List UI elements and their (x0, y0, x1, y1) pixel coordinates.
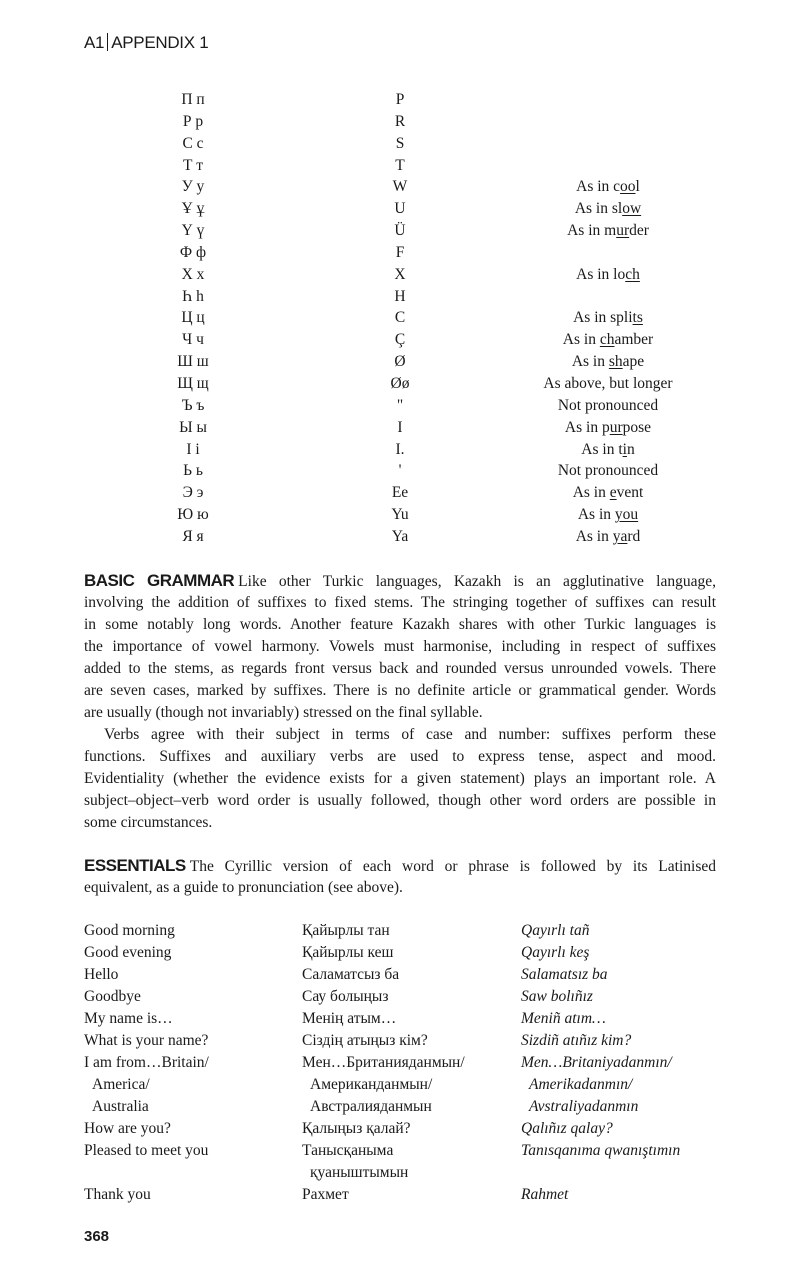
pronunciation (508, 482, 708, 504)
alphabet-row (84, 220, 716, 242)
latin-letter: T (395, 156, 405, 174)
text-line (84, 636, 716, 658)
text-line (84, 746, 716, 768)
phrase-line: Сіздің атыңыз кім? (302, 1032, 428, 1049)
cyrillic-phrase (302, 1184, 517, 1206)
pronunciation (508, 373, 708, 395)
pron-sound: ur (609, 418, 623, 436)
phrase-line: Salamatsız ba (521, 966, 608, 983)
pronunciation (508, 264, 708, 286)
phrase-row (84, 986, 724, 1008)
line-text: added to the stems, as regards front versus back and rounded versus unrounded vowels. There (84, 660, 716, 677)
latin-letter: S (395, 134, 405, 152)
phrase-line: Qayırlı tañ (521, 922, 590, 939)
cyrillic-letter: Ұ ұ (181, 200, 205, 218)
cyrillic-letter: Ф ф (179, 243, 207, 261)
line-text: functions. Suffixes and auxiliary verbs are used to express tense, aspect and mood. (84, 748, 716, 765)
cyrillic-letter: Ь ь (183, 462, 203, 480)
pron-pre: As in c (576, 178, 621, 196)
line-text: Like other Turkic languages, Kazakh is an agglutinative language, (238, 573, 716, 590)
cyrillic-phrase (302, 942, 517, 964)
phrase-row (84, 920, 724, 942)
phrase-line: Сау болыңыз (302, 988, 389, 1005)
alphabet-row (84, 176, 716, 198)
phrase-line: Рахмет (302, 1186, 349, 1203)
phrase-line: Men…Britaniyadanmın/ (521, 1054, 672, 1071)
cyrillic-letter: Һ һ (182, 287, 204, 305)
alphabet-row (84, 242, 716, 264)
latin-phrase (521, 1140, 731, 1162)
phrase-row (84, 1008, 724, 1030)
pronunciation (508, 439, 708, 461)
pron-post: amber (614, 331, 654, 349)
appendix-title: APPENDIX 1 (111, 33, 209, 52)
phrase-line: America/ (92, 1076, 150, 1093)
latin-letter: ' (398, 462, 402, 480)
pronunciation (508, 329, 708, 351)
pron-sound: ch (599, 331, 615, 349)
phrase-row (84, 964, 724, 986)
alphabet-row (84, 351, 716, 373)
text-line (84, 768, 716, 790)
line-text: the importance of vowel harmony. Vowels must harmonise, including in respect of suffixes (84, 638, 716, 655)
phrase-line: What is your name? (84, 1032, 209, 1049)
section-heading: ESSENTIALS (84, 856, 186, 875)
phrase-line: Good morning (84, 922, 175, 939)
latin-letter: Ü (394, 222, 406, 240)
line-text: involving the addition of suffixes to fixed stems. The stringing together of suffixes can result (84, 594, 716, 611)
text-line (84, 812, 716, 834)
pron-pre: As in lo (576, 265, 626, 283)
pron-pre: As in (571, 353, 609, 371)
english-phrase (84, 1118, 299, 1140)
latin-letter: I (397, 418, 403, 436)
latin-letter: Yu (391, 506, 409, 524)
pron-pre: As in sl (574, 200, 623, 218)
pronunciation (508, 220, 708, 242)
line-text: subject–object–verb word order is usually followed, though other word orders are possible in (84, 792, 716, 809)
alphabet-row (84, 482, 716, 504)
phrase-table (84, 920, 724, 1206)
pron-post: vent (616, 484, 644, 502)
english-phrase (84, 964, 299, 986)
latin-phrase (521, 1118, 731, 1140)
cyrillic-letter: Ц ц (181, 309, 205, 327)
phrase-row (84, 1030, 724, 1052)
line-text: Verbs agree with their subject in terms of case and number: suffixes perform these (104, 726, 716, 743)
alphabet-row (84, 133, 716, 155)
divider (107, 33, 108, 51)
pronunciation (508, 351, 708, 373)
pron-sound: ts (632, 309, 643, 327)
phrase-line: Avstraliyadanmın (529, 1098, 639, 1115)
pron-post: l (635, 178, 640, 196)
cyrillic-letter: Щ щ (177, 374, 209, 392)
pron-pre: As in m (567, 222, 617, 240)
grammar-paragraph-1 (84, 570, 716, 724)
pron-pre: As in (577, 506, 615, 524)
cyrillic-letter: Э э (182, 484, 204, 502)
latin-letter: Ya (391, 527, 409, 545)
page-number: 368 (84, 1228, 110, 1245)
latin-phrase (521, 1008, 731, 1030)
cyrillic-phrase (302, 964, 517, 986)
latin-phrase (521, 964, 731, 986)
line-text: are seven cases, marked by suffixes. There is no definite article or grammatical gender. Words (84, 682, 716, 699)
cyrillic-letter: Х х (181, 265, 205, 283)
pron-pre: As in spli (573, 309, 633, 327)
text-line (84, 592, 716, 614)
pronunciation (508, 526, 708, 548)
line-text: some circumstances. (84, 814, 213, 831)
phrase-line: Саламатсыз ба (302, 966, 400, 983)
cyrillic-phrase (302, 986, 517, 1008)
text-line (84, 680, 716, 702)
phrase-row (84, 1052, 724, 1118)
alphabet-row (84, 89, 716, 111)
alphabet-row (84, 526, 716, 548)
phrase-line: Американданмын/ (310, 1076, 433, 1093)
pron-sound: oo (620, 178, 636, 196)
alphabet-row (84, 373, 716, 395)
cyrillic-phrase (302, 1140, 517, 1184)
pron-pre: Not pronounced (557, 396, 659, 414)
phrase-line: Менің атым… (302, 1010, 397, 1027)
latin-letter: Ç (394, 331, 406, 349)
pron-sound: e (609, 484, 617, 502)
phrase-line: Sizdiñ atıñız kim? (521, 1032, 632, 1049)
phrase-row (84, 1118, 724, 1140)
latin-phrase (521, 920, 731, 942)
cyrillic-letter: І і (186, 440, 200, 458)
cyrillic-letter: П п (181, 91, 205, 108)
phrase-row (84, 1184, 724, 1206)
alphabet-row (84, 307, 716, 329)
latin-letter: C (394, 309, 406, 327)
line-text: equivalent, as a guide to pronunciation (see above). (84, 879, 403, 896)
phrase-line: Thank you (84, 1186, 151, 1203)
cyrillic-letter: Ш ш (177, 353, 209, 371)
pronunciation (508, 504, 708, 526)
latin-letter: F (395, 243, 405, 261)
phrase-line: My name is… (84, 1010, 173, 1027)
pron-post: pose (622, 418, 652, 436)
phrase-line: Қайырлы тан (302, 922, 390, 939)
cyrillic-phrase (302, 920, 517, 942)
pron-sound: you (614, 506, 639, 524)
line-text: are usually (though not invariably) stressed on the final syllable. (84, 704, 483, 721)
pron-pre: Not pronounced (557, 462, 659, 480)
cyrillic-letter: Р р (182, 112, 204, 130)
cyrillic-letter: Ч ч (182, 331, 204, 349)
line-text: in some notably long words. Another feature Kazakh shares with other Turkic languages is (84, 616, 716, 633)
phrase-row (84, 942, 724, 964)
cyrillic-letter: У у (181, 178, 205, 196)
latin-letter: P (395, 91, 405, 108)
phrase-line: Мен…Британияданмын/ (302, 1054, 465, 1071)
text-line (84, 855, 716, 877)
phrase-line: Rahmet (521, 1186, 569, 1203)
pronunciation (508, 460, 708, 482)
english-phrase (84, 1030, 299, 1052)
cyrillic-phrase (302, 1030, 517, 1052)
text-line (84, 724, 716, 746)
cyrillic-letter: Я я (182, 527, 204, 545)
alphabet-row (84, 460, 716, 482)
phrase-row (84, 1140, 724, 1184)
text-line (84, 790, 716, 812)
latin-phrase (521, 986, 731, 1008)
cyrillic-letter: Ъ ъ (181, 396, 205, 414)
cyrillic-letter: Ы ы (179, 418, 207, 436)
cyrillic-letter: Т т (182, 156, 204, 174)
latin-letter: Ø (394, 353, 406, 371)
alphabet-row (84, 329, 716, 351)
latin-phrase (521, 1052, 731, 1118)
latin-letter: U (394, 200, 406, 218)
pron-pre: As in (572, 484, 610, 502)
pron-pre: As in (562, 331, 600, 349)
pron-pre: As above, but longer (543, 374, 673, 392)
english-phrase (84, 920, 299, 942)
pron-sound: ya (612, 527, 628, 545)
phrase-line: Qayırlı keş (521, 944, 590, 961)
alphabet-row (84, 286, 716, 308)
text-line (84, 702, 716, 724)
alphabet-table (84, 89, 716, 548)
phrase-line: I am from…Britain/ (84, 1054, 209, 1071)
latin-letter: I. (395, 440, 405, 458)
alphabet-row (84, 111, 716, 133)
alphabet-row (84, 155, 716, 177)
running-header (84, 33, 208, 53)
phrase-line: Танысқанымa (302, 1142, 394, 1159)
phrase-line: How are you? (84, 1120, 171, 1137)
latin-letter: H (394, 287, 406, 305)
pron-post: rd (627, 527, 641, 545)
cyrillic-phrase (302, 1008, 517, 1030)
cyrillic-phrase (302, 1052, 517, 1118)
phrase-line: Қалыңыз қалай? (302, 1120, 411, 1137)
pronunciation (508, 307, 708, 329)
pron-sound: sh (608, 353, 623, 371)
pron-sound: i (622, 440, 627, 458)
latin-letter: Ee (391, 484, 409, 502)
phrase-line: Amerikadanmın/ (529, 1076, 633, 1093)
alphabet-row (84, 264, 716, 286)
latin-letter: W (392, 178, 408, 196)
cyrillic-letter: Ү ү (181, 222, 205, 240)
cyrillic-letter: Ю ю (177, 506, 209, 524)
text-line (84, 658, 716, 680)
pronunciation (508, 176, 708, 198)
cyrillic-phrase (302, 1118, 517, 1140)
latin-letter: " (396, 396, 404, 414)
cyrillic-letter: С с (182, 134, 204, 152)
pron-post: der (629, 222, 649, 240)
line-text: The Cyrillic version of each word or phrase is followed by its Latinised (189, 858, 716, 875)
text-line (84, 877, 716, 899)
english-phrase (84, 1052, 299, 1118)
phrase-line: Tanısqanıma qwanıştımın (521, 1142, 681, 1159)
phrase-line: Hello (84, 966, 119, 983)
latin-phrase (521, 1030, 731, 1052)
phrase-line: Австралияданмын (310, 1098, 432, 1115)
phrase-line: Goodbye (84, 988, 141, 1005)
alphabet-row (84, 417, 716, 439)
pron-pre: As in p (564, 418, 610, 436)
pronunciation (508, 417, 708, 439)
latin-letter: Øø (390, 374, 410, 392)
pron-sound: ch (625, 265, 640, 283)
pronunciation (508, 395, 708, 417)
english-phrase (84, 1008, 299, 1030)
phrase-line: қуаныштымын (310, 1164, 409, 1181)
pron-post: ape (622, 353, 645, 371)
pronunciation (508, 198, 708, 220)
pron-pre: As in (575, 527, 613, 545)
alphabet-row (84, 198, 716, 220)
english-phrase (84, 1140, 299, 1162)
section-label: A1 (84, 33, 105, 52)
alphabet-row (84, 504, 716, 526)
phrase-line: Saw bolıñız (521, 988, 593, 1005)
phrase-line: Good evening (84, 944, 172, 961)
text-line (84, 614, 716, 636)
alphabet-row (84, 439, 716, 461)
pron-sound: ur (616, 222, 630, 240)
alphabet-row (84, 395, 716, 417)
latin-letter: R (394, 112, 406, 130)
text-line (84, 570, 716, 592)
phrase-line: Australia (92, 1098, 149, 1115)
phrase-line: Meniñ atım… (521, 1010, 606, 1027)
english-phrase (84, 986, 299, 1008)
line-text: Evidentiality (whether the evidence exists for a given statement) plays an important role. A (84, 770, 716, 787)
english-phrase (84, 942, 299, 964)
pron-sound: ow (622, 200, 642, 218)
section-heading: BASIC GRAMMAR (84, 571, 235, 590)
phrase-line: Қайырлы кеш (302, 944, 394, 961)
phrase-line: Qalıñız qalay? (521, 1120, 613, 1137)
phrase-line: Pleased to meet you (84, 1142, 209, 1159)
grammar-paragraph-2 (84, 724, 716, 834)
pron-pre: As in t (581, 440, 623, 458)
english-phrase (84, 1184, 299, 1206)
latin-phrase (521, 942, 731, 964)
latin-phrase (521, 1184, 731, 1206)
essentials-paragraph (84, 855, 716, 899)
latin-letter: X (394, 265, 406, 283)
pron-post: n (626, 440, 635, 458)
